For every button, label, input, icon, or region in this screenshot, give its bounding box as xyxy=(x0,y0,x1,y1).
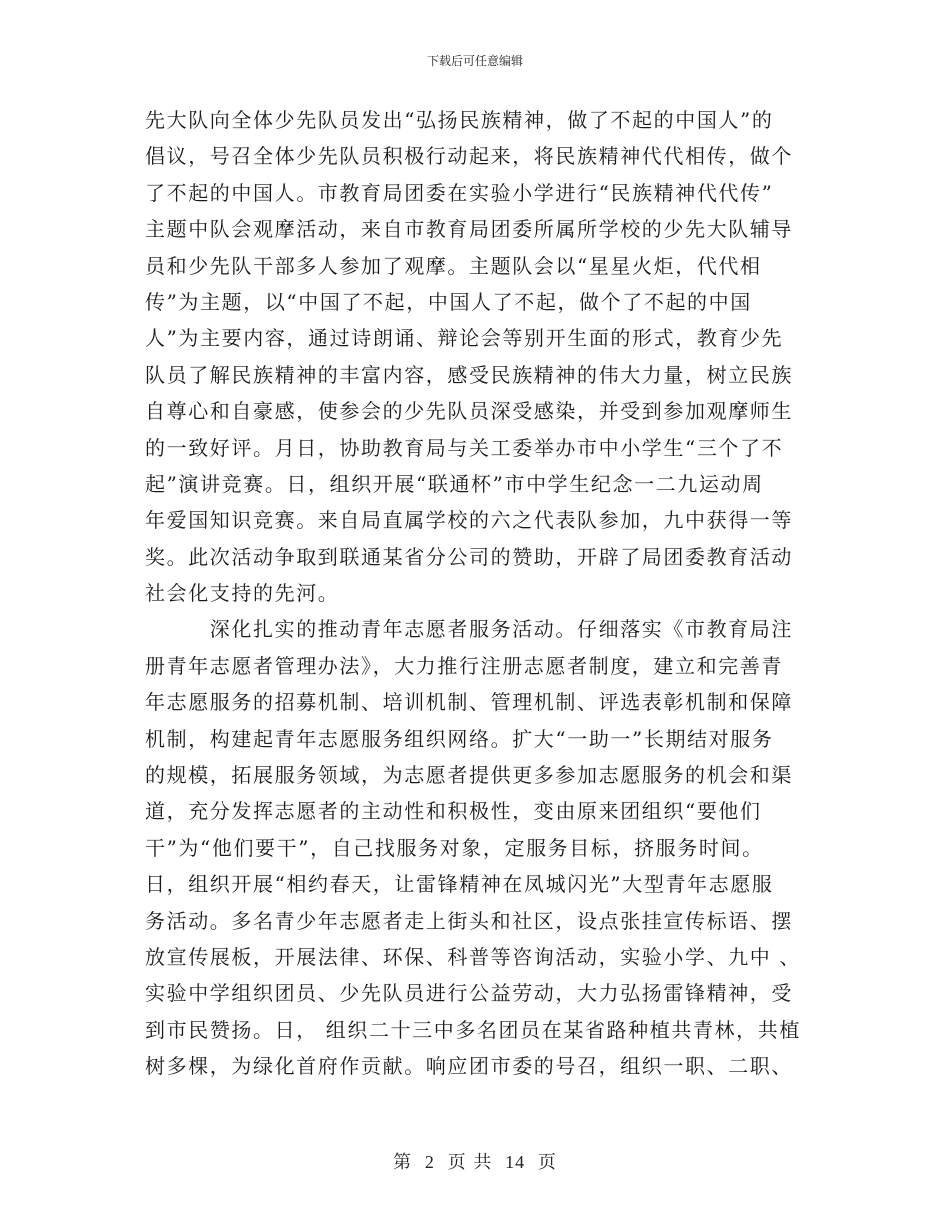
page-footer xyxy=(0,1148,950,1174)
text-line: 年爱国知识竞赛。来自局直属学校的六之代表队参加，九中获得一等 xyxy=(145,508,793,533)
header-text: 下载后可任意编辑 xyxy=(426,54,523,68)
text-line: 了不起的中国人。市教育局团委在实验小学进行“民族精神代代传” xyxy=(145,180,774,205)
text-line: 实验中学组织团员、少先队员进行公益劳动，大力弘扬雷锋精神，受 xyxy=(145,981,793,1006)
text-line: 的一致好评。月日，协助教育局与关工委举办市中小学生“三个了不 xyxy=(145,435,784,460)
text-line: 传”为主题，以“中国了不起，中国人了不起，做个了不起的中国 xyxy=(145,289,752,314)
text-line: 到市民赞扬。日， 组织二十三中多名团员在某省路种植共青林，共植 xyxy=(145,1017,801,1042)
text-line: 年志愿服务的招募机制、培训机制、管理机制、评选表彰机制和保障 xyxy=(145,690,793,715)
total-page-count: 14 xyxy=(505,1152,526,1172)
text-line: 务活动。多名青少年志愿者走上街头和社区，设点张挂宣传标语、摆 xyxy=(145,908,793,933)
text-line: 倡议，号召全体少先队员积极行动起来，将民族精神代代相传，做个 xyxy=(145,144,793,169)
text-line: 起”演讲竞赛。日，组织开展“联通杯”市中学生纪念一二九运动周 xyxy=(145,471,764,496)
footer-suffix: 页 xyxy=(537,1152,557,1173)
text-line: 奖。此次活动争取到联通某省分公司的赞助，开辟了局团委教育活动 xyxy=(145,544,793,569)
current-page-number: 2 xyxy=(424,1152,435,1172)
text-line: 人”为主要内容，通过诗朗诵、辩论会等别开生面的形式，教育少先 xyxy=(145,326,784,351)
text-line: 道，充分发挥志愿者的主动性和积极性，变由原来团组织“要他们 xyxy=(145,799,762,824)
text-line: 员和少先队干部多人参加了观摩。主题队会以“星星火炬，代代相 xyxy=(145,253,762,278)
text-line: 干”为“他们要干”，自己找服务对象，定服务目标，挤服务时间。 xyxy=(145,835,764,860)
document-body xyxy=(145,102,805,1085)
text-line: 先大队向全体少先队员发出“弘扬民族精神，做了不起的中国人”的 xyxy=(145,108,774,132)
text-line: 自尊心和自豪感，使参会的少先队员深受感染，并受到参加观摩师生 xyxy=(145,399,793,424)
text-line: 队员了解民族精神的丰富内容，感受民族精神的伟大力量，树立民族 xyxy=(145,362,793,387)
text-line: 树多棵，为绿化首府作贡献。响应团市委的号召，组织一职、二职、 xyxy=(145,1054,793,1079)
footer-middle: 页 共 xyxy=(447,1152,493,1173)
text-line: 机制，构建起青年志愿服务组织网络。扩大“一助一”长期结对服务 xyxy=(145,726,774,751)
text-line: 日，组织开展“相约春天，让雷锋精神在凤城闪光”大型青年志愿服 xyxy=(145,872,774,897)
text-line: 深化扎实的推动青年志愿者服务活动。仔细落实《市教育局注 xyxy=(145,617,793,642)
text-line: 的规模，拓展服务领域，为志愿者提供更多参加志愿服务的机会和渠 xyxy=(145,763,793,788)
page-header xyxy=(0,52,950,69)
footer-prefix: 第 xyxy=(393,1152,413,1173)
text-line: 社会化支持的先河。 xyxy=(145,581,340,606)
text-line: 放宣传展板，开展法律、环保、科普等咨询活动，实验小学、九中 、 xyxy=(145,944,801,969)
text-line: 主题中队会观摩活动，来自市教育局团委所属所学校的少先大队辅导 xyxy=(145,217,793,242)
text-line: 册青年志愿者管理办法》，大力推行注册志愿者制度，建立和完善青 xyxy=(145,653,783,678)
